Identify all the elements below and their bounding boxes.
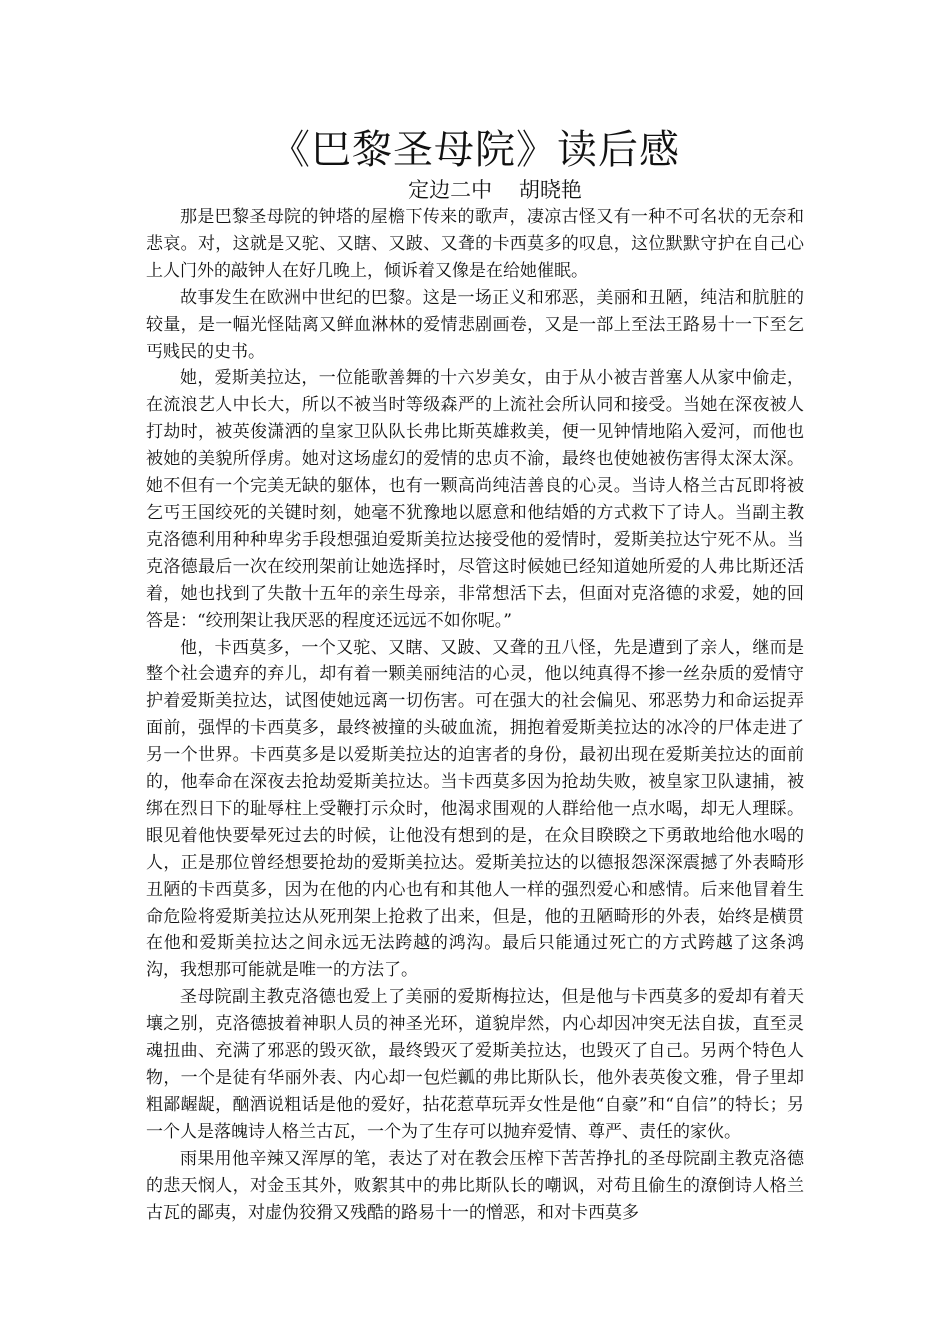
- paragraph-2: 故事发生在欧洲中世纪的巴黎。这是一场正义和邪恶，美丽和丑陋，纯洁和肮脏的较量，是一幅光怪陆离又鲜血淋林的爱情悲剧画卷，又是一部上至法王路易十一下至乞丐贱民的史书。: [146, 287, 804, 362]
- paragraph-4: 他，卡西莫多，一个又驼、又瞎、又跛、又聋的丑八怪，先是遭到了亲人，继而是整个社会遗弃的弃儿，却有着一颗美丽纯洁的心灵，他以纯真得不掺一丝杂质的爱情守护着爱斯美拉达，试图使她远离一切伤害。可在强大的社会偏见、邪恶势力和命运捉弄面前，强悍的卡西莫多，最终被撞的头破血流，拥抱着爱斯美拉达的冰冷的尸体走进了另一个世界。卡西莫多是以爱斯美拉达的迫害者的身份，最初出现在爱斯美拉达的面前的，他奉命在深夜去抢劫爱斯美拉达。当卡西莫多因为抢劫失败，被皇家卫队逮捕，被绑在烈日下的耻辱柱上受鞭打示众时，他渴求围观的人群给他一点水喝，却无人理睬。眼见着他快要晕死过去的时候，让他没有想到的是，在众目睽睽之下勇敢地给他水喝的人，正是那位曾经想要抢劫的爱斯美拉达。爱斯美拉达的以德报怨深深震撼了外表畸形丑陋的卡西莫多，因为在他的内心也有和其他人一样的强烈爱心和感情。后来他冒着生命危险将爱斯美拉达从死刑架上抢救了出来，但是，他的丑陋畸形的外表，始终是横贯在他和爱斯美拉达之间永远无法跨越的鸿沟。最后只能通过死亡的方式跨越了这条鸿沟，我想那可能就是唯一的方法了。: [146, 637, 804, 981]
- paragraph-3: 她，爱斯美拉达，一位能歌善舞的十六岁美女，由于从小被吉普塞人从家中偷走，在流浪艺人中长大，所以不被当时等级森严的上流社会所认同和接受。当她在深夜被人打劫时，被英俊潇洒的皇家卫队队长弗比斯英雄救美，便一见钟情地陷入爱河，而他也被她的美貌所俘虏。她对这场虚幻的爱情的忠贞不渝，最终也使她被伤害得太深太深。她不但有一个完美无缺的躯体，也有一颗高尚纯洁善良的心灵。当诗人格兰古瓦即将被乞丐王国绞死的关键时刻，她毫不犹豫地以愿意和他结婚的方式救下了诗人。当副主教克洛德利用种种卑劣手段想强迫爱斯美拉达接受他的爱情时，爱斯美拉达宁死不从。当克洛德最后一次在绞刑架前让她选择时，尽管这时候她已经知道她所爱的人弗比斯还活着，她也找到了失散十五年的亲生母亲，非常想活下去，但面对克洛德的求爱，她的回答是：“绞刑架让我厌恶的程度还远远不如你呢。”: [146, 368, 804, 631]
- document-title: 《巴黎圣母院》读后感: [270, 127, 680, 173]
- paragraph-1: 那是巴黎圣母院的钟塔的屋檐下传来的歌声，凄凉古怪又有一种不可名状的无奈和悲哀。对，这就是又驼、又瞎、又跛、又聋的卡西莫多的叹息，这位默默守护在自己心上人门外的敲钟人在好几晚上，倾诉着又像是在给她催眠。: [146, 207, 804, 281]
- author-line: 定边二中 胡晓艳: [408, 178, 582, 202]
- paragraph-6: 雨果用他辛辣又浑厚的笔，表达了对在教会压榨下苦苦挣扎的圣母院副主教克洛德的悲天悯人，对金玉其外，败絮其中的弗比斯队长的嘲讽，对苟且偷生的潦倒诗人格兰古瓦的鄙夷，对虚伪狡猾又残酷的路易十一的憎恶，和对卡西莫多: [146, 1148, 804, 1223]
- document-body: [146, 204, 804, 1226]
- paragraph-5: 圣母院副主教克洛德也爱上了美丽的爱斯梅拉达，但是他与卡西莫多的爱却有着天壤之别，克洛德披着神职人员的神圣光环，道貌岸然，内心却因冲突无法自拔，直至灵魂扭曲、充满了邪恶的毁灭欲，最终毁灭了爱斯美拉达，也毁灭了自己。另两个特色人物，一个是徒有华丽外表、内心却一包烂瓤的弗比斯队长，他外表英俊文雅，骨子里却粗鄙龌龊，酗酒说粗话是他的爱好，拈花惹草玩弄女性是他“自豪”和“自信”的特长；另一个人是落魄诗人格兰古瓦，一个为了生存可以抛弃爱情、尊严、责任的家伙。: [146, 987, 804, 1142]
